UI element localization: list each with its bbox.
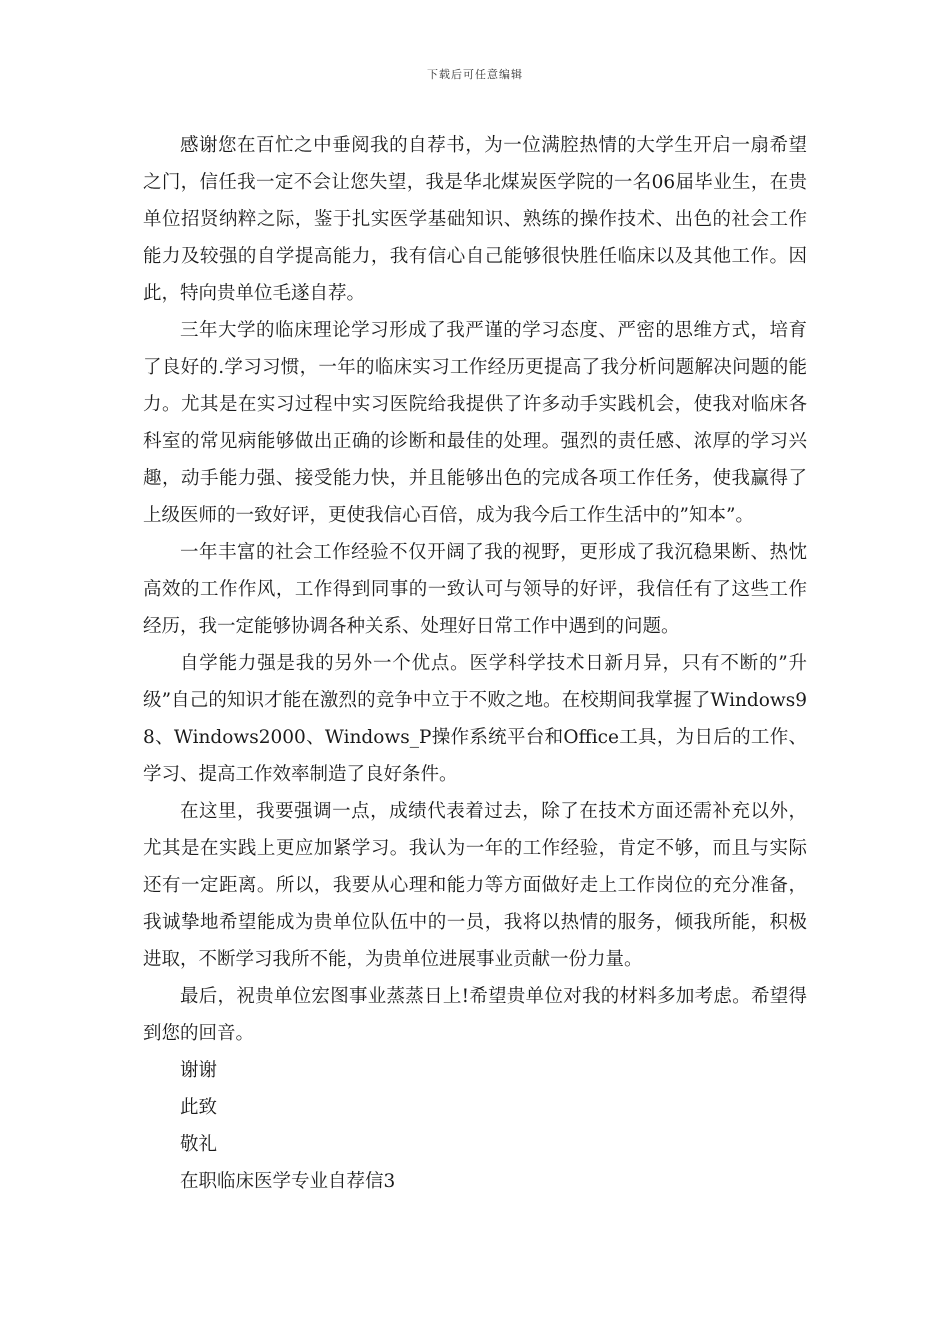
- paragraph-closing: 最后，祝贵单位宏图事业蒸蒸日上!希望贵单位对我的材料多加考虑。希望得到您的回音。: [143, 986, 807, 1044]
- paragraph-self-learning: 自学能力强是我的另外一个优点。医学科学技术日新月异，只有不断的”升级”自己的知识才能在激烈的竞争中立于不败之地。在校期间我掌握了Windows98、Windows2000、Windows_P操作系统平台和Office工具，为日后的工作、学习、提高工作效率制造了良好条件。: [143, 653, 807, 785]
- letter-body: [143, 127, 807, 1200]
- header-note: 下载后可任意编辑: [427, 68, 523, 81]
- paragraph-experience: 一年丰富的社会工作经验不仅开阔了我的视野，更形成了我沉稳果断、热忱高效的工作作风，工作得到同事的一致认可与领导的好评，我信任有了这些工作经历，我一定能够协调各种关系、处理好日常工作中遇到的问题。: [143, 542, 807, 637]
- paragraph-emphasis: 在这里，我要强调一点，成绩代表着过去，除了在技术方面还需补充以外，尤其是在实践上更应加紧学习。我认为一年的工作经验，肯定不够，而且与实际还有一定距离。所以，我要从心理和能力等方面做好走上工作岗位的充分准备，我诚挚地希望能成为贵单位队伍中的一员，我将以热情的服务，倾我所能，积极进取，不断学习我所不能，为贵单位进展事业贡献一份力量。: [143, 801, 807, 970]
- closing-regards-1: 此致: [180, 1097, 218, 1118]
- paragraph-intro: 感谢您在百忙之中垂阅我的自荐书，为一位满腔热情的大学生开启一扇希望之门，信任我一定不会让您失望，我是华北煤炭医学院的一名06届毕业生，在贵单位招贤纳粹之际，鉴于扎实医学基础知识、熟练的操作技术、出色的社会工作能力及较强的自学提高能力，我有信心自己能够很快胜任临床以及其他工作。因此，特向贵单位毛遂自荐。: [143, 135, 807, 304]
- paragraph-study: 三年大学的临床理论学习形成了我严谨的学习态度、严密的思维方式，培育了良好的.学习习惯，一年的临床实习工作经历更提高了我分析问题解决问题的能力。尤其是在实习过程中实习医院给我提供了许多动手实践机会，使我对临床各科室的常见病能够做出正确的诊断和最佳的处理。强烈的责任感、浓厚的学习兴趣，动手能力强、接受能力快，并且能够出色的完成各项工作任务，使我赢得了上级医师的一致好评，更使我信心百倍，成为我今后工作生活中的”知本”。: [143, 320, 807, 526]
- closing-regards-2: 敬礼: [180, 1134, 218, 1155]
- next-section-title: 在职临床医学专业自荐信3: [180, 1171, 396, 1192]
- closing-thanks: 谢谢: [180, 1060, 218, 1081]
